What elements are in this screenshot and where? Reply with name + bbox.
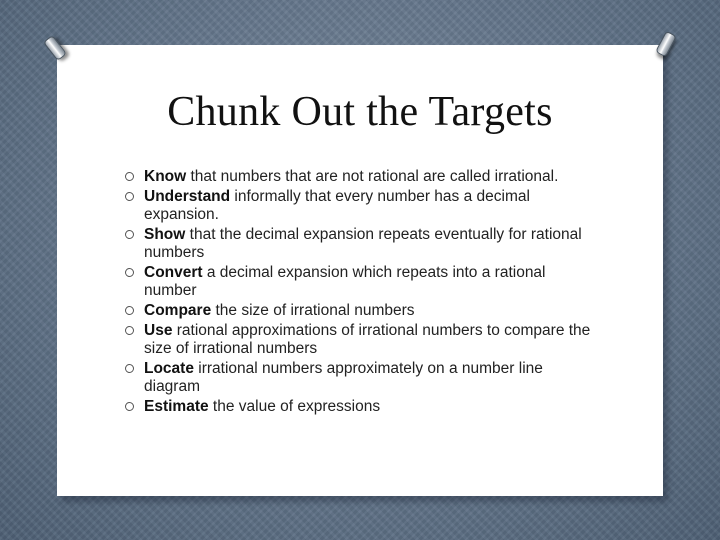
target-item [125,264,595,300]
target-text: that the decimal expansion repeats eventually for rational numbers [144,226,582,261]
target-list [125,168,595,418]
hollow-circle-icon [125,268,134,277]
target-text: rational approximations of irrational numbers to compare the size of irrational numbers [144,322,591,358]
target-text: informally that every number has a decimal expansion. [144,188,530,223]
target-text: irrational numbers approximately on a number line diagram [144,360,543,396]
hollow-circle-icon [125,306,134,315]
target-item [125,360,595,396]
target-text: that numbers that are not rational are called irrational. [186,168,559,185]
target-keyword: Know [144,168,187,185]
hollow-circle-icon [125,172,134,181]
target-keyword: Estimate [144,398,209,416]
target-item [125,322,595,358]
target-item [125,398,595,416]
target-keyword: Understand [144,188,231,206]
target-item [125,302,595,320]
target-item [125,188,595,224]
target-item [125,226,595,262]
target-keyword: Locate [144,360,194,378]
target-text: the value of expressions [208,398,381,416]
hollow-circle-icon [125,230,134,239]
target-keyword: Convert [144,264,203,282]
target-keyword: Compare [144,302,212,320]
pushpin-icon [655,31,677,58]
target-keyword: Show [144,226,186,244]
hollow-circle-icon [125,192,134,201]
target-text: a decimal expansion which repeats into a rational number [144,264,546,299]
target-item [125,168,595,186]
target-text: the size of irrational numbers [211,302,415,320]
slide-title: Chunk Out the Targets [167,89,553,135]
hollow-circle-icon [125,326,134,335]
target-keyword: Use [144,322,173,340]
hollow-circle-icon [125,364,134,373]
hollow-circle-icon [125,402,134,411]
